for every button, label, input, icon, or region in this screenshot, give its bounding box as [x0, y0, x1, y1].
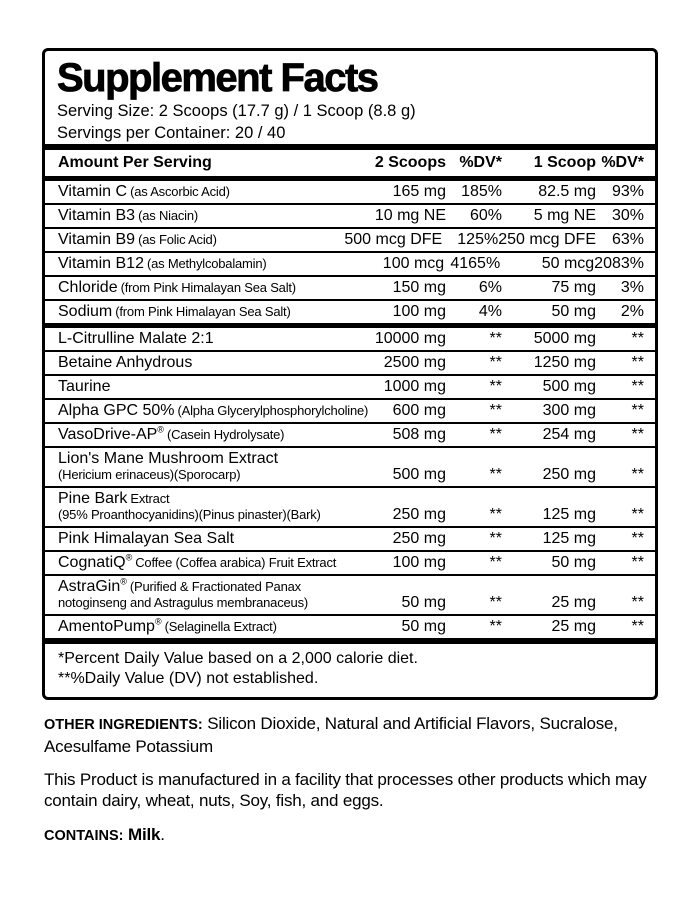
dv-2scoops: **	[489, 506, 502, 523]
dv-2scoops: 60%	[469, 207, 502, 224]
table-row	[45, 614, 655, 638]
ingredient-name-detail: (as Ascorbic Acid)	[130, 184, 230, 199]
dv-1scoop: 30%	[611, 207, 644, 224]
amount-1scoop: 300 mg	[542, 402, 596, 419]
column-header-1scoop: 1 Scoop	[533, 154, 596, 171]
dv-2scoops: **	[489, 554, 502, 571]
vitamins-minerals-section	[45, 181, 655, 323]
amount-2scoops: 500 mcg DFE	[344, 231, 443, 248]
contains-period: .	[160, 825, 165, 844]
supplement-facts-panel	[42, 48, 658, 700]
dv-1scoop: **	[631, 618, 644, 635]
ingredient-name-detail: (Selaginella Extract)	[164, 619, 277, 634]
ingredient-name-main: Chloride	[58, 279, 118, 296]
ingredient-name	[58, 183, 393, 200]
ingredient-name-line2: (Hericium erinaceus)(Sporocarp)	[58, 467, 241, 482]
dv-1scoop: 2083%	[594, 255, 644, 272]
servings-per-container-line: Servings per Container: 20 / 40	[57, 124, 286, 142]
amount-1scoop: 5 mg NE	[533, 207, 596, 224]
amount-1scoop: 25 mg	[551, 618, 596, 635]
other-ingredients-paragraph	[44, 713, 658, 757]
dv-2scoops: **	[489, 354, 502, 371]
panel-title: Supplement Facts	[57, 56, 378, 100]
ingredient-name	[58, 490, 393, 523]
registered-mark: ®	[154, 616, 162, 627]
ingredient-name-main: Lion's Mane Mushroom Extract	[58, 450, 279, 467]
amount-2scoops: 50 mg	[401, 594, 446, 611]
ingredient-name-detail: Extract	[130, 491, 170, 506]
ingredient-name-line1	[58, 378, 110, 395]
table-row	[45, 203, 655, 227]
amount-2scoops: 600 mg	[392, 402, 446, 419]
table-row	[45, 328, 655, 350]
dv-1scoop: **	[631, 466, 644, 483]
ingredient-name	[58, 255, 383, 272]
dv-1scoop: **	[631, 594, 644, 611]
footnote-dv-not-established: **%Daily Value (DV) not established.	[58, 670, 319, 687]
dv-2scoops: **	[489, 466, 502, 483]
ingredient-name-detail: (as Niacin)	[138, 208, 199, 223]
other-ingredients-label: OTHER INGREDIENTS:	[44, 717, 203, 733]
ingredient-name	[58, 231, 344, 248]
ingredient-name	[58, 450, 393, 483]
amount-2scoops: 508 mg	[392, 426, 446, 443]
table-row	[45, 350, 655, 374]
ingredient-name-detail: (Purified & Fractionated Panax	[129, 579, 301, 594]
dv-1scoop: **	[631, 506, 644, 523]
ingredient-name-line1	[58, 303, 291, 320]
registered-mark: ®	[157, 424, 164, 435]
ingredient-name	[58, 303, 393, 320]
table-row	[45, 374, 655, 398]
amount-1scoop: 5000 mg	[533, 330, 596, 347]
ingredient-name-line1	[58, 183, 230, 200]
ingredient-name	[58, 618, 402, 635]
ingredient-name	[58, 354, 384, 371]
table-row	[45, 486, 655, 526]
registered-mark: ®	[120, 576, 127, 587]
ingredient-name-line1	[58, 426, 284, 443]
table-row	[45, 422, 655, 446]
amount-2scoops: 2500 mg	[383, 354, 446, 371]
amount-1scoop: 1250 mg	[533, 354, 596, 371]
dv-2scoops: **	[489, 330, 502, 347]
amount-1scoop: 75 mg	[551, 279, 596, 296]
ingredient-name	[58, 402, 393, 419]
ingredient-name	[58, 426, 393, 443]
table-row	[45, 181, 655, 203]
column-header-2scoops: 2 Scoops	[374, 154, 446, 171]
registered-mark: ®	[125, 552, 133, 563]
ingredient-name-line1	[58, 578, 301, 595]
ingredient-name-main: Betaine Anhydrous	[58, 354, 193, 371]
dv-1scoop: **	[631, 330, 644, 347]
amount-1scoop: 50 mcg	[541, 255, 595, 272]
table-header-row	[45, 150, 655, 176]
dv-1scoop: **	[631, 354, 644, 371]
ingredient-name-main: Pine Bark	[58, 490, 128, 507]
ingredient-name-line1	[58, 330, 214, 347]
ingredient-name-line1	[58, 231, 217, 248]
ingredient-name-detail: (as Methylcobalamin)	[146, 256, 267, 271]
ingredient-name-main: VasoDrive-AP	[58, 426, 158, 443]
amount-1scoop: 50 mg	[551, 554, 596, 571]
ingredient-name-line2: notoginseng and Astragulus membranaceus)	[58, 595, 308, 610]
ingredient-name-main: AstraGin	[58, 578, 121, 595]
ingredient-name-line1	[58, 490, 169, 507]
amount-1scoop: 125 mg	[542, 506, 596, 523]
amount-2scoops: 1000 mg	[383, 378, 446, 395]
dv-2scoops: 125%	[457, 231, 499, 248]
table-row	[45, 398, 655, 422]
contains-label: CONTAINS:	[44, 828, 124, 844]
column-header-dv-1scoop: %DV*	[601, 154, 644, 171]
ingredient-name-main: Vitamin B3	[58, 207, 136, 224]
amount-1scoop: 125 mg	[542, 530, 596, 547]
dv-2scoops: 185%	[461, 183, 502, 200]
label-footer-text	[42, 713, 658, 847]
footnotes	[45, 644, 655, 697]
contains-value: Milk	[123, 825, 161, 844]
ingredient-name-main: CognatiQ	[58, 554, 126, 571]
ingredient-name-line1	[58, 207, 198, 224]
dv-1scoop: **	[631, 378, 644, 395]
ingredient-name-line1	[58, 255, 267, 272]
dv-2scoops: **	[489, 594, 502, 611]
amount-1scoop: 25 mg	[551, 594, 596, 611]
dv-2scoops: 4%	[478, 303, 502, 320]
ingredient-name-line1	[58, 450, 278, 467]
amount-1scoop: 254 mg	[542, 426, 596, 443]
ingredient-name-detail: (from Pink Himalayan Sea Salt)	[120, 280, 296, 295]
ingredient-name-main: Alpha GPC 50%	[58, 402, 175, 419]
other-ingredients-text: Silicon Dioxide, Natural and Artificial Flavors, Sucralose, Acesulfame Potassium	[44, 714, 618, 756]
column-header-dv-2scoops: %DV*	[459, 154, 502, 171]
dv-2scoops: **	[489, 426, 502, 443]
ingredient-name	[58, 279, 393, 296]
dv-2scoops: **	[489, 530, 502, 547]
dv-1scoop: **	[631, 554, 644, 571]
ingredient-name	[58, 207, 375, 224]
active-ingredients-section	[45, 328, 655, 638]
dv-2scoops: 4165%	[450, 255, 501, 272]
ingredient-name-main: Vitamin B9	[58, 231, 136, 248]
footnote-daily-value: *Percent Daily Value based on a 2,000 calorie diet.	[58, 650, 418, 667]
ingredient-name-detail: (Casein Hydrolysate)	[166, 427, 285, 442]
ingredient-name-main: Taurine	[58, 378, 111, 395]
amount-2scoops: 150 mg	[392, 279, 446, 296]
column-header-amount-per-serving: Amount Per Serving	[58, 154, 212, 171]
ingredient-name-main: Pink Himalayan Sea Salt	[58, 530, 235, 547]
dv-2scoops: **	[489, 402, 502, 419]
amount-2scoops: 10000 mg	[374, 330, 446, 347]
dv-1scoop: 93%	[611, 183, 644, 200]
ingredient-name	[58, 530, 393, 547]
amount-2scoops: 100 mg	[392, 554, 446, 571]
amount-1scoop: 250 mg	[542, 466, 596, 483]
ingredient-name-line1	[58, 402, 368, 419]
ingredient-name-detail: (from Pink Himalayan Sea Salt)	[115, 304, 291, 319]
ingredient-name-main: AmentoPump	[58, 618, 155, 635]
dv-1scoop: **	[631, 530, 644, 547]
ingredient-name-line2: (95% Proanthocyanidins)(Pinus pinaster)(Bark)	[58, 507, 321, 522]
ingredient-name-main: Sodium	[58, 303, 113, 320]
amount-2scoops: 250 mg	[392, 530, 446, 547]
amount-1scoop: 250 mcg DFE	[498, 231, 596, 248]
amount-2scoops: 500 mg	[392, 466, 446, 483]
ingredient-name-line1	[58, 279, 296, 296]
ingredient-name-detail: (Alpha Glycerylphosphorylcholine)	[177, 403, 369, 418]
table-row	[45, 299, 655, 323]
ingredient-name-detail: (as Folic Acid)	[138, 232, 217, 247]
ingredient-name-main: L-Citrulline Malate 2:1	[58, 330, 214, 347]
ingredient-name-main: Vitamin C	[58, 183, 128, 200]
table-row	[45, 526, 655, 550]
ingredient-name-line1	[58, 554, 336, 571]
amount-2scoops: 50 mg	[401, 618, 446, 635]
dv-2scoops: **	[489, 378, 502, 395]
table-row	[45, 446, 655, 486]
dv-2scoops: 6%	[478, 279, 502, 296]
table-row	[45, 574, 655, 614]
ingredient-name-detail: Coffee (Coffea arabica) Fruit Extract	[135, 555, 337, 570]
ingredient-name	[58, 578, 402, 611]
ingredient-name	[58, 554, 393, 571]
amount-1scoop: 500 mg	[542, 378, 596, 395]
serving-size-line: Serving Size: 2 Scoops (17.7 g) / 1 Scoop (8.8 g)	[57, 102, 416, 120]
dv-1scoop: 2%	[620, 303, 644, 320]
table-row	[45, 227, 655, 251]
amount-2scoops: 10 mg NE	[374, 207, 446, 224]
amount-2scoops: 100 mcg	[382, 255, 445, 272]
amount-1scoop: 82.5 mg	[538, 183, 596, 200]
dv-1scoop: **	[631, 402, 644, 419]
contains-paragraph	[44, 824, 658, 847]
ingredient-name	[58, 330, 375, 347]
amount-2scoops: 165 mg	[392, 183, 446, 200]
table-row	[45, 550, 655, 574]
amount-2scoops: 100 mg	[392, 303, 446, 320]
ingredient-name	[58, 378, 384, 395]
amount-1scoop: 50 mg	[551, 303, 596, 320]
ingredient-name-line1	[58, 618, 277, 635]
ingredient-name-line1	[58, 530, 234, 547]
ingredient-name-main: Vitamin B12	[58, 255, 144, 272]
ingredient-name-line1	[58, 354, 192, 371]
dv-2scoops: **	[489, 618, 502, 635]
table-row	[45, 275, 655, 299]
table-row	[45, 251, 655, 275]
amount-2scoops: 250 mg	[392, 506, 446, 523]
dv-1scoop: **	[631, 426, 644, 443]
dv-1scoop: 63%	[611, 231, 644, 248]
dv-1scoop: 3%	[620, 279, 644, 296]
facility-warning-paragraph: This Product is manufactured in a facility that processes other products which may contain dairy, wheat, nuts, Soy, fish, and eggs.	[44, 770, 647, 810]
